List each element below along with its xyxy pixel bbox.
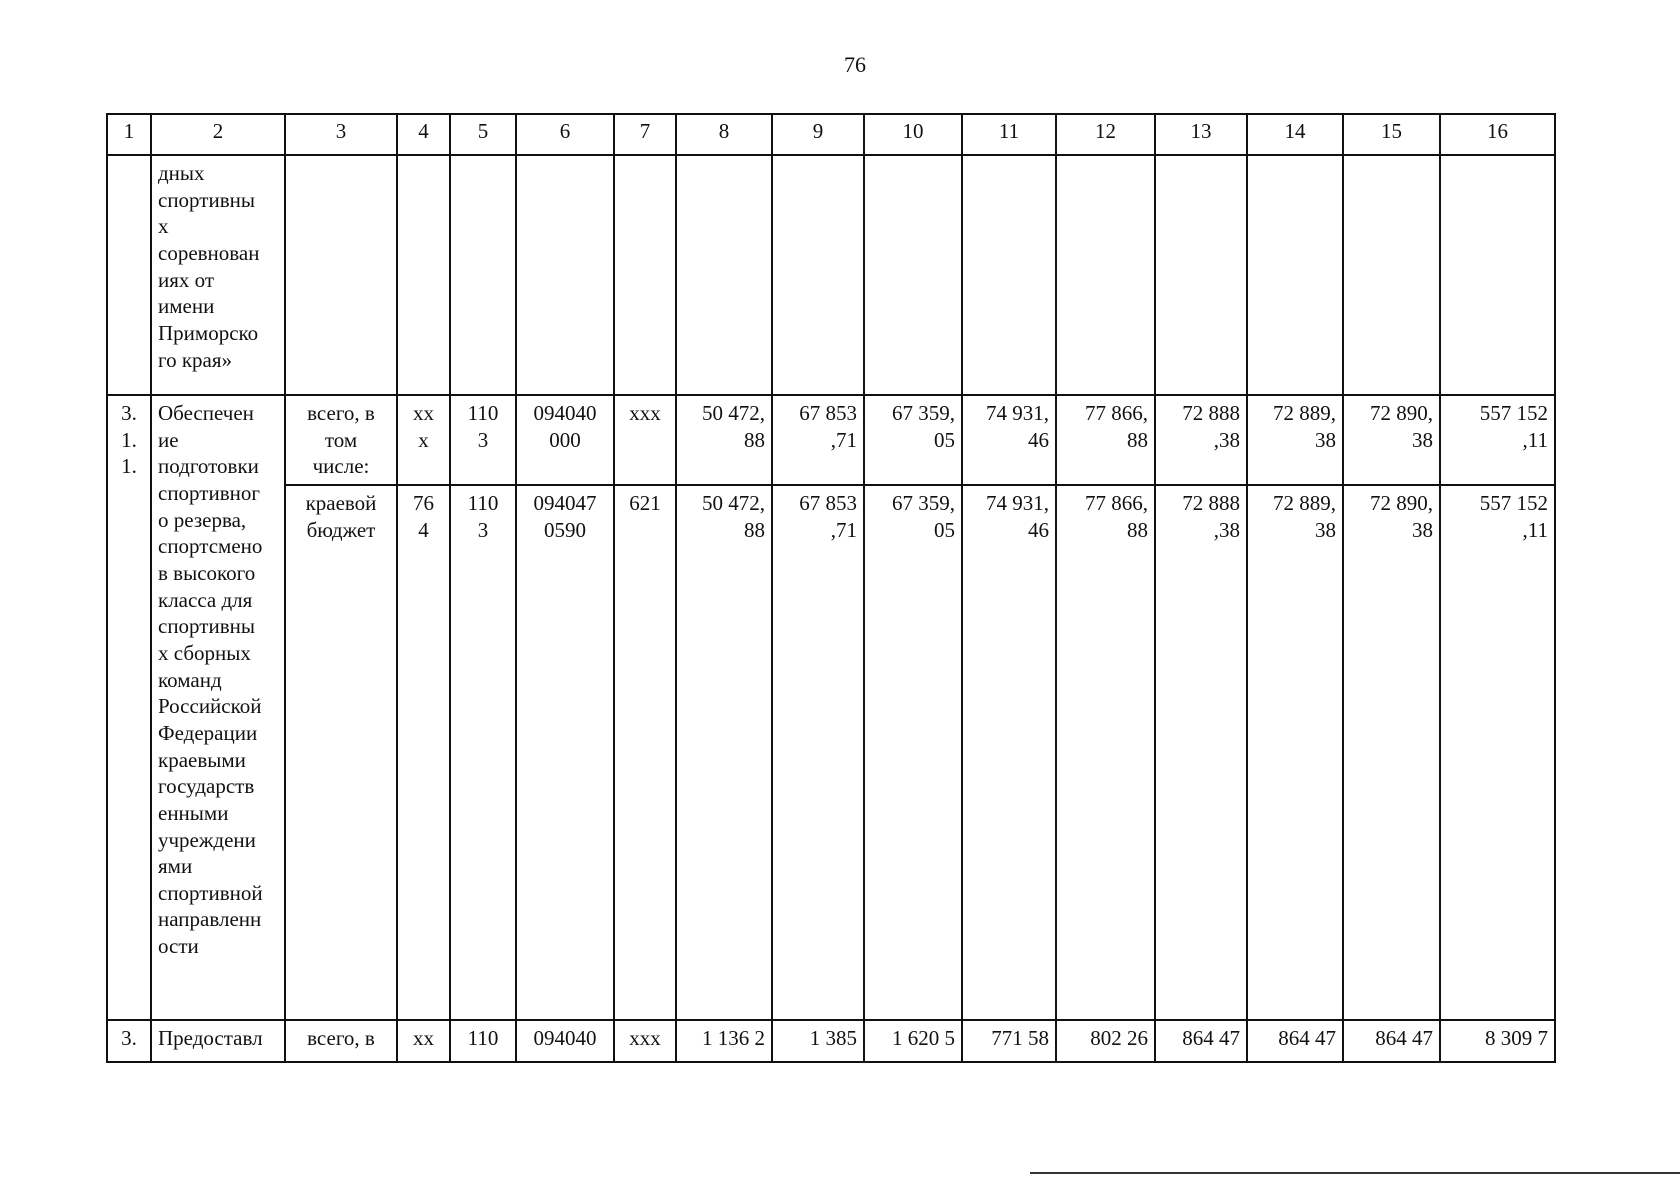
amount-cell: 72 889, 38 — [1247, 485, 1343, 1020]
header-cell: 12 — [1056, 114, 1155, 155]
amount-cell: 67 359, 05 — [864, 485, 962, 1020]
scan-edge-line — [1030, 1172, 1680, 1174]
amount-cell: 72 889, 38 — [1247, 395, 1343, 485]
code-cell: хх — [397, 1020, 450, 1062]
funding-source-cell: краевой бюджет — [285, 485, 397, 1020]
header-cell: 9 — [772, 114, 864, 155]
code-cell: 094040 — [516, 1020, 614, 1062]
event-name-cell: Предоставл — [151, 1020, 285, 1062]
table-row — [107, 485, 1555, 1020]
funding-source-cell: всего, в — [285, 1020, 397, 1062]
code-cell: ххх — [614, 1020, 676, 1062]
table-row — [107, 155, 1555, 395]
amount-cell: 67 853 ,71 — [772, 395, 864, 485]
amount-cell: 72 888 ,38 — [1155, 485, 1247, 1020]
header-cell: 11 — [962, 114, 1056, 155]
header-cell: 15 — [1343, 114, 1440, 155]
header-cell: 5 — [450, 114, 516, 155]
amount-cell: 557 152 ,11 — [1440, 485, 1555, 1020]
table-row — [107, 395, 1555, 485]
amount-cell: 864 47 — [1247, 1020, 1343, 1062]
amount-cell: 50 472, 88 — [676, 485, 772, 1020]
header-cell: 7 — [614, 114, 676, 155]
amount-cell: 72 890, 38 — [1343, 485, 1440, 1020]
amount-cell: 802 26 — [1056, 1020, 1155, 1062]
code-cell: 621 — [614, 485, 676, 1020]
header-cell: 2 — [151, 114, 285, 155]
header-cell: 14 — [1247, 114, 1343, 155]
code-cell: ххх — [614, 395, 676, 485]
amount-cell: 77 866, 88 — [1056, 395, 1155, 485]
amount-cell: 1 385 — [772, 1020, 864, 1062]
amount-cell: 74 931, 46 — [962, 395, 1056, 485]
header-cell: 16 — [1440, 114, 1555, 155]
amount-cell: 557 152 ,11 — [1440, 395, 1555, 485]
table-row — [107, 1020, 1555, 1062]
code-cell: 110 3 — [450, 485, 516, 1020]
header-cell: 10 — [864, 114, 962, 155]
event-name-cell: дных спортивны х соревнован иях от имени Приморско го края» — [151, 155, 285, 395]
header-cell: 1 — [107, 114, 151, 155]
header-cell: 6 — [516, 114, 614, 155]
header-cell: 8 — [676, 114, 772, 155]
header-cell: 4 — [397, 114, 450, 155]
amount-cell: 1 136 2 — [676, 1020, 772, 1062]
funding-source-cell: всего, в том числе: — [285, 395, 397, 485]
amount-cell: 50 472, 88 — [676, 395, 772, 485]
amount-cell: 67 853 ,71 — [772, 485, 864, 1020]
amount-cell: 864 47 — [1343, 1020, 1440, 1062]
code-cell: 094047 0590 — [516, 485, 614, 1020]
table-header-row — [107, 114, 1555, 155]
event-name-cell: Обеспечен ие подготовки спортивног о резерва, спортсмено в высокого класса для спортивны х сборных команд Российской Федерации краевыми государств енными учреждени ями спортивной направленн ости — [151, 395, 285, 1020]
header-cell: 3 — [285, 114, 397, 155]
amount-cell: 72 890, 38 — [1343, 395, 1440, 485]
header-cell: 13 — [1155, 114, 1247, 155]
amount-cell: 1 620 5 — [864, 1020, 962, 1062]
amount-cell: 8 309 7 — [1440, 1020, 1555, 1062]
code-cell: 094040 000 — [516, 395, 614, 485]
amount-cell: 67 359, 05 — [864, 395, 962, 485]
page-number: 76 — [844, 52, 866, 77]
code-cell: 110 3 — [450, 395, 516, 485]
budget-table — [106, 113, 1556, 1063]
row-number-cell: 3. 1. 1. — [107, 395, 151, 1020]
amount-cell: 864 47 — [1155, 1020, 1247, 1062]
code-cell: хх х — [397, 395, 450, 485]
amount-cell: 77 866, 88 — [1056, 485, 1155, 1020]
amount-cell: 74 931, 46 — [962, 485, 1056, 1020]
amount-cell: 771 58 — [962, 1020, 1056, 1062]
amount-cell: 72 888 ,38 — [1155, 395, 1247, 485]
code-cell: 76 4 — [397, 485, 450, 1020]
row-number-cell: 3. — [107, 1020, 151, 1062]
code-cell: 110 — [450, 1020, 516, 1062]
